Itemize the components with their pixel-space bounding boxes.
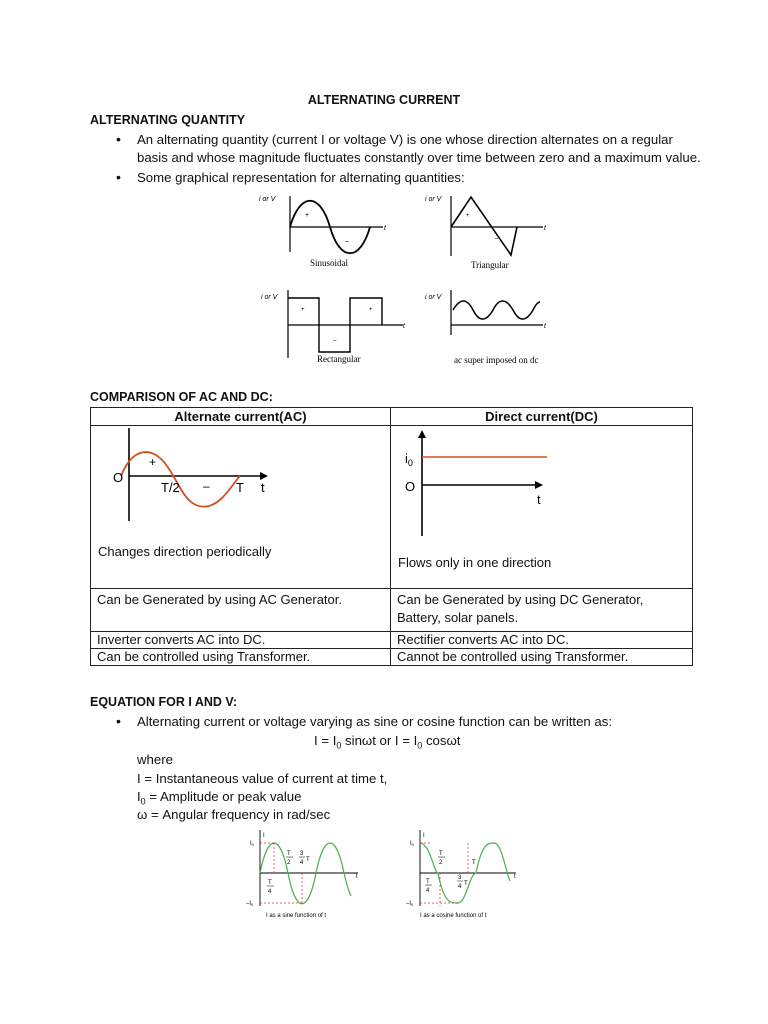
svg-text:+: + — [149, 455, 157, 469]
svg-text:T: T — [426, 879, 430, 885]
svg-text:i or V: i or V — [261, 294, 278, 301]
ac-cell-transformer: Can be controlled using Transformer. — [91, 649, 391, 666]
svg-text:T: T — [464, 881, 468, 887]
section-heading-comparison: COMPARISON OF AC AND DC: — [90, 390, 273, 404]
svg-text:–I0: –I0 — [246, 901, 254, 907]
svg-text:I0: I0 — [250, 841, 254, 847]
dc-cell-transformer: Cannot be controlled using Transformer. — [391, 649, 693, 666]
svg-text:+: + — [305, 212, 310, 219]
svg-text:T: T — [306, 857, 310, 863]
svg-text:T/2: T/2 — [161, 480, 180, 495]
dc-waveform-graph — [391, 426, 691, 546]
svg-text:+: + — [369, 307, 373, 313]
dc-row-text-direction: Flows only in one direction — [398, 555, 552, 570]
svg-text:3: 3 — [458, 875, 462, 881]
definition-angular-frequency: ω = Angular frequency in rad/sec — [137, 807, 331, 822]
table-row — [91, 632, 693, 649]
svg-text:O: O — [405, 479, 416, 494]
caption-cosine: I as a cosine function of t — [420, 913, 487, 919]
svg-text:2: 2 — [287, 860, 291, 866]
ac-waveform-graph — [91, 426, 381, 536]
equation-bullet-text: Alternating current or voltage varying as sine or cosine function can be written as: — [137, 714, 613, 729]
col-header-ac: Alternate current(AC) — [91, 408, 391, 426]
svg-text:4: 4 — [426, 888, 430, 894]
svg-text:–I0: –I0 — [406, 901, 414, 907]
caption-triangular: Triangular — [471, 260, 509, 270]
svg-text:i or V: i or V — [425, 294, 442, 301]
definition-amplitude: $I_0$ = Amplitude or peak value — [137, 789, 302, 807]
section-heading-equation: EQUATION FOR I AND V: — [90, 695, 238, 709]
sine-cosine-graphs — [240, 826, 540, 926]
bullet-icon: • — [116, 169, 121, 185]
bullet1-line1: An alternating quantity (current I or voltage V) is one whose direction alternates on a regular — [137, 132, 673, 147]
comparison-table — [90, 407, 693, 666]
svg-text:t: t — [384, 225, 386, 232]
svg-text:–: – — [333, 338, 337, 344]
svg-text:I: I — [263, 833, 265, 839]
ac-graph-cell — [91, 426, 391, 589]
table-row — [91, 649, 693, 666]
svg-text:i or V: i or V — [425, 196, 442, 203]
svg-text:T: T — [439, 851, 443, 857]
svg-text:t: t — [544, 225, 546, 232]
page-title: ALTERNATING CURRENT — [307, 93, 461, 107]
svg-text:4: 4 — [300, 860, 304, 866]
ac-cell-generated: Can be Generated by using AC Generator. — [91, 589, 391, 632]
caption-rectangular: Rectangular — [317, 354, 361, 364]
svg-text:t: t — [261, 480, 265, 495]
sine-graph — [246, 830, 358, 919]
bullet-icon: • — [116, 713, 121, 729]
svg-text:–: – — [203, 479, 210, 493]
svg-text:4: 4 — [458, 884, 462, 890]
svg-text:+: + — [466, 213, 470, 219]
section-heading-alternating-quantity: ALTERNATING QUANTITY — [90, 113, 246, 127]
svg-text:i0: $i_0$ — [405, 451, 413, 468]
waveform-figures — [255, 190, 565, 370]
svg-text:t: t — [403, 323, 405, 330]
svg-text:3: 3 — [300, 851, 304, 857]
svg-text:T: T — [236, 480, 244, 495]
svg-text:4: 4 — [268, 889, 272, 895]
sinusoidal-graph — [259, 196, 387, 268]
svg-text:t: t — [356, 874, 358, 880]
rectangular-graph — [261, 290, 406, 364]
dc-graph-cell — [391, 426, 693, 589]
where-text: where — [137, 752, 173, 767]
svg-text:I0: I0 — [410, 841, 414, 847]
svg-text:T: T — [287, 851, 291, 857]
table-header-row — [91, 408, 693, 426]
svg-text:i or V: i or V — [259, 196, 276, 203]
cosine-graph — [406, 830, 516, 919]
svg-text:T: T — [268, 880, 272, 886]
ac-row-text-direction: Changes direction periodically — [98, 544, 272, 559]
table-row — [91, 589, 693, 632]
svg-text:O: O — [113, 470, 124, 485]
caption-ac-on-dc: ac super imposed on dc — [454, 355, 539, 365]
ac-on-dc-graph — [425, 290, 547, 365]
caption-sinusoidal: Sinusoidal — [310, 258, 349, 268]
dc-cell-rectifier: Rectifier converts AC into DC. — [391, 632, 693, 649]
col-header-dc: Direct current(DC) — [391, 408, 693, 426]
bullet2-text: Some graphical representation for alternating quantities: — [137, 170, 465, 185]
svg-text:t: t — [544, 323, 546, 330]
definition-instantaneous: I = Instantaneous value of current at time t, — [137, 771, 388, 786]
svg-text:–: – — [495, 236, 499, 242]
ac-cell-inverter: Inverter converts AC into DC. — [91, 632, 391, 649]
equation-formula: $I = I_0$ sinωt or $I = I_0$ cosωt — [314, 733, 461, 751]
svg-text:–: – — [345, 238, 349, 245]
svg-text:T: T — [472, 860, 476, 866]
table-row — [91, 426, 693, 589]
svg-text:I: I — [423, 833, 425, 839]
dc-cell-generated: Can be Generated by using DC Generator, Battery, solar panels. — [391, 589, 693, 632]
bullet-icon: • — [116, 131, 121, 147]
svg-text:2: 2 — [439, 860, 443, 866]
triangular-graph — [425, 196, 547, 270]
caption-sine: I as a sine function of t — [266, 913, 327, 919]
bullet1-line2: basis and whose magnitude fluctuates constantly over time between zero and a maximum value. — [137, 150, 701, 165]
svg-text:+: + — [301, 307, 305, 313]
svg-text:t: t — [537, 492, 541, 507]
svg-text:t: t — [514, 874, 516, 880]
